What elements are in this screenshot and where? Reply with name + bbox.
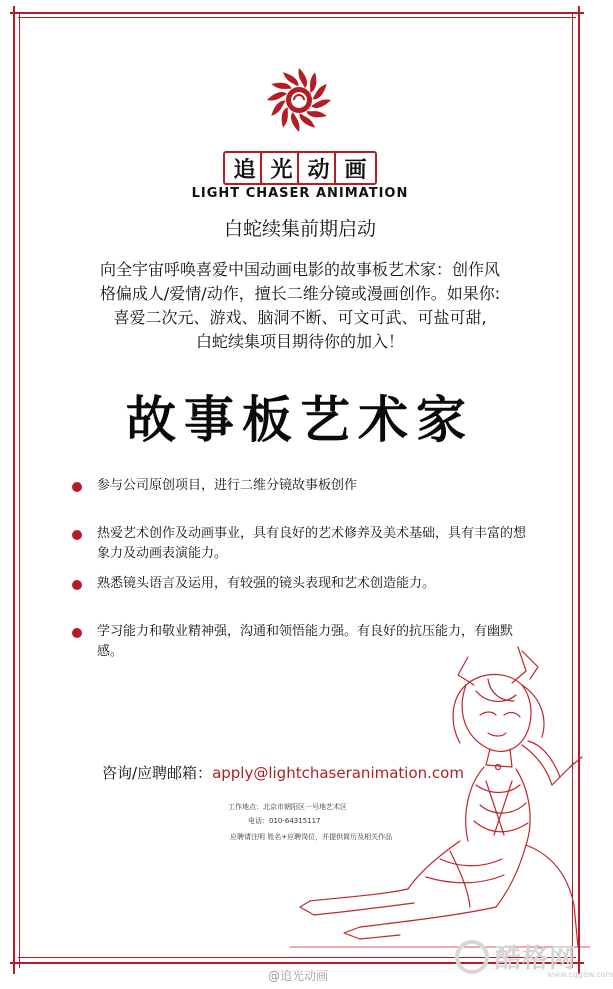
site-watermark bbox=[455, 936, 613, 982]
application-note: 应聘请注明 姓名+应聘岗位，并提供简历及相关作品 bbox=[230, 833, 393, 841]
requirement-item: 熟悉镜头语言及运用，有较强的镜头表现和艺术创造能力。 bbox=[72, 574, 532, 594]
contact-line bbox=[102, 762, 464, 783]
sun-logo-icon bbox=[265, 66, 333, 134]
intro-line: 向全宇宙呼唤喜爱中国动画电影的故事板艺术家：创作风 bbox=[99, 260, 500, 279]
site-name: 酷格网 bbox=[495, 944, 577, 974]
logo-char-2: 光 bbox=[260, 151, 303, 185]
character-lineart-illustration bbox=[290, 645, 590, 955]
logo-wordmark bbox=[226, 148, 374, 188]
bullet-dot-icon bbox=[72, 580, 82, 590]
requirement-item: 参与公司原创项目，进行二维分镜故事板创作 bbox=[72, 476, 532, 496]
bullet-dot-icon bbox=[72, 628, 82, 638]
frame-left-line bbox=[13, 6, 15, 974]
site-logo-icon bbox=[455, 940, 489, 974]
site-url: www.cggew.com bbox=[547, 970, 613, 979]
logo-char-1: 追 bbox=[223, 151, 266, 185]
intro-paragraph bbox=[62, 258, 538, 354]
requirement-item: 热爱艺术创作及动画事业，具有良好的艺术修养及美术基础，具有丰富的想象力及动画表演能力。 bbox=[72, 524, 532, 564]
bullet-dot-icon bbox=[72, 530, 82, 540]
requirement-item: 学习能力和敬业精神强，沟通和领悟能力强。有良好的抗压能力，有幽默感。 bbox=[72, 622, 532, 662]
logo-subtitle: LIGHT CHASER ANIMATION bbox=[191, 186, 409, 201]
page-headline: 白蛇续集前期启动 bbox=[223, 218, 376, 240]
work-address: 工作地点：北京市朝阳区一号地艺术区 bbox=[228, 803, 347, 811]
logo-char-4: 画 bbox=[334, 151, 377, 185]
intro-line: 格偏成人/爱情/动作，擅长二维分镜或漫画创作。如果你: bbox=[99, 284, 501, 303]
frame-left-inner-line bbox=[19, 12, 20, 968]
logo-char-3: 动 bbox=[297, 151, 340, 185]
intro-line: 喜爱二次元、游戏、脑洞不断、可文可武、可盐可甜, bbox=[113, 308, 487, 327]
job-title: 故事板艺术家 bbox=[126, 390, 474, 449]
frame-top-line bbox=[10, 12, 584, 14]
phone-number: 电话：010-64315117 bbox=[248, 817, 321, 825]
contact-email-link[interactable]: apply@lightchaseranimation.com bbox=[212, 764, 464, 782]
intro-line: 白蛇续集项目期待你的加入！ bbox=[195, 332, 404, 351]
weibo-watermark: @追光动画 bbox=[268, 969, 329, 983]
contact-label: 咨询/应聘邮箱： bbox=[102, 764, 213, 782]
bullet-dot-icon bbox=[72, 482, 82, 492]
frame-top-inner-line bbox=[18, 17, 576, 18]
